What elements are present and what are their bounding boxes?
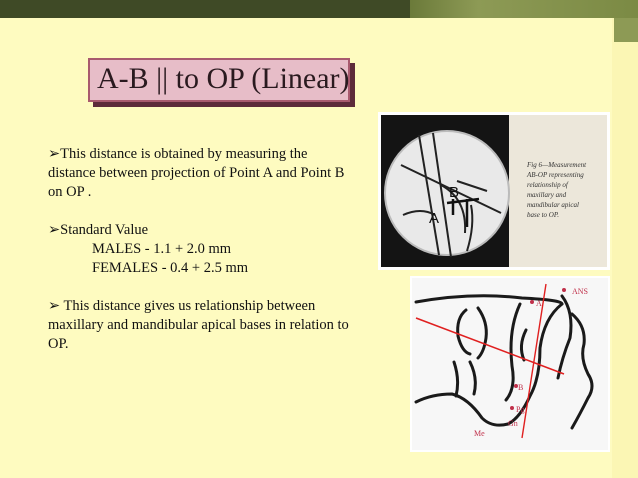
cephalometric-tracing-figure bbox=[410, 276, 610, 452]
bullet-item: ➢Standard Value bbox=[48, 222, 149, 238]
radiograph-drawing bbox=[381, 115, 607, 267]
radiograph-figure bbox=[378, 112, 610, 270]
arrow-bullet-icon: ➢ bbox=[48, 222, 61, 238]
right-border bbox=[612, 18, 638, 478]
females-value: FEMALES - 0.4 + 2.5 mm bbox=[92, 260, 249, 276]
svg-text:relationship of: relationship of bbox=[527, 181, 568, 189]
males-value: MALES - 1.1 + 2.0 mm bbox=[92, 241, 232, 257]
svg-text:AB-OP representing: AB-OP representing bbox=[527, 171, 584, 179]
slide-title: A-B || to OP (Linear) bbox=[97, 62, 350, 95]
me-label: Me bbox=[474, 429, 485, 438]
bullet-item: ➢This distance is obtained by measuring the distance between projection of Point A and Point B on OP . bbox=[48, 146, 345, 200]
point-a-label: A bbox=[429, 210, 440, 227]
svg-text:base to OP.: base to OP. bbox=[527, 211, 559, 219]
tracing-drawing bbox=[412, 278, 608, 450]
svg-text:Fig 6—Measurement: Fig 6—Measurement bbox=[527, 161, 587, 169]
ans-label: ANS bbox=[572, 287, 589, 296]
corner-accent bbox=[614, 18, 638, 42]
point-a-label: A bbox=[536, 299, 542, 308]
gn-label: Gn bbox=[508, 419, 518, 428]
svg-text:mandibular apical: mandibular apical bbox=[527, 201, 579, 209]
arrow-bullet-icon: ➢ bbox=[48, 146, 61, 162]
slide-title-box bbox=[88, 58, 350, 102]
point-b-label: B bbox=[518, 383, 524, 392]
arrow-bullet-icon: ➢ bbox=[48, 298, 61, 314]
svg-text:maxillary and: maxillary and bbox=[527, 191, 567, 199]
slide-body bbox=[48, 145, 358, 354]
top-bar bbox=[0, 0, 638, 18]
bullet-item: ➢ This distance gives us relationship between maxillary and mandibular apical bases in relation to OP. bbox=[48, 298, 349, 352]
pg-label: Pg bbox=[516, 405, 525, 414]
point-b-label: B bbox=[449, 184, 460, 201]
